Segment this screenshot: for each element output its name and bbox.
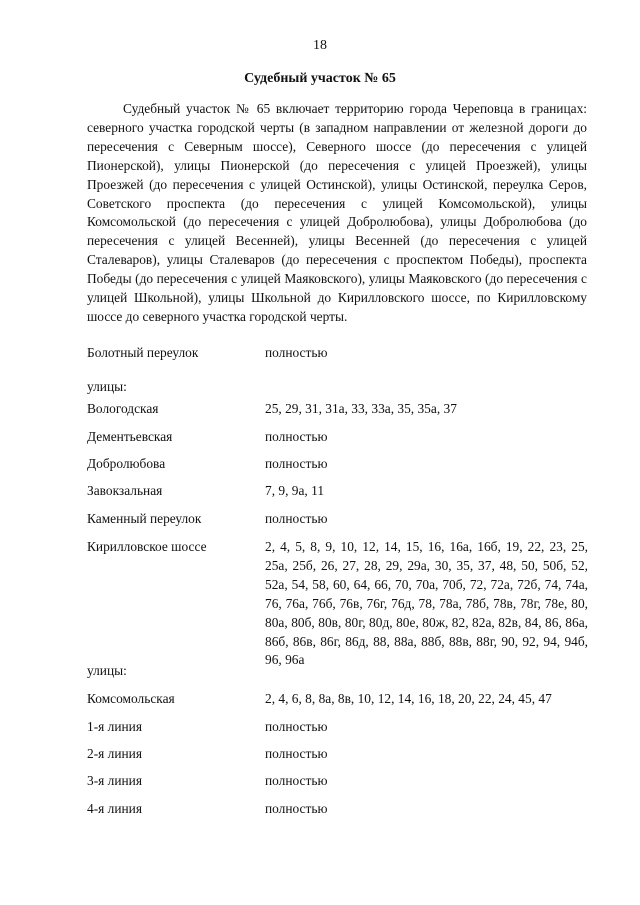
house-numbers: полностью	[265, 429, 328, 444]
section-label-streets: улицы:	[87, 663, 127, 678]
street-name: Комсомольская	[87, 691, 175, 706]
section-label-streets: улицы:	[87, 379, 127, 394]
page-number: 18	[313, 38, 327, 53]
house-numbers: полностью	[265, 801, 328, 816]
house-numbers: полностью	[265, 773, 328, 788]
house-numbers: полностью	[265, 511, 328, 526]
page-title: Судебный участок № 65	[244, 71, 396, 86]
street-name: Кирилловское шоссе	[87, 539, 207, 554]
house-numbers: полностью	[265, 746, 328, 761]
street-name: Болотный переулок	[87, 345, 199, 360]
street-name: 1-я линия	[87, 719, 143, 734]
house-numbers: полностью	[265, 345, 328, 360]
street-name: Завокзальная	[87, 483, 163, 498]
house-numbers: 2, 4, 6, 8, 8а, 8в, 10, 12, 14, 16, 18, 20, 22, 24, 45, 47	[265, 691, 552, 706]
street-name: Дементьевская	[87, 429, 173, 444]
street-name: 2-я линия	[87, 746, 143, 761]
house-numbers: 25, 29, 31, 31а, 33, 33а, 35, 35а, 37	[265, 401, 457, 416]
street-name: 4-я линия	[87, 801, 143, 816]
street-name: Вологодская	[87, 401, 159, 416]
district-description: Судебный участок № 65 включает территорию города Череповца в границах: северного участка городской черты (в западном направлении от железной дороги до пересечения с Северным шоссе), Северного шоссе (до пересечения с улицей Пионерской), улицы Пионерской (до пересечения с улицей Проезжей), улицы Проезжей (до пересечения с улицей Остинской), улицы Остинской, переулка Серов, Советского проспекта (до пересечения с улицей Комсомольской), улицы Комсомольской (до пересечения с улицей Добролюбова), улицы Добролюбова (до пересечения с улицей Весенней), улицы Весенней (до пересечения с улицей Сталеваров), улицы Сталеваров (до пересечения с проспектом Победы), проспекта Победы (до пересечения с улицей Маяковского), улицы Маяковского (до пересечения с улицей Школьной), улицы Школьной до Кирилловского шоссе, по Кирилловскому шоссе до северного участка городской черты.	[87, 101, 587, 324]
house-numbers: 7, 9, 9а, 11	[265, 483, 325, 498]
house-numbers: полностью	[265, 719, 328, 734]
street-name: Добролюбова	[87, 456, 166, 471]
street-name: 3-я линия	[87, 773, 143, 788]
house-numbers: полностью	[265, 456, 328, 471]
street-name: Каменный переулок	[87, 511, 202, 526]
house-numbers: 2, 4, 5, 8, 9, 10, 12, 14, 15, 16, 16а, 16б, 19, 22, 23, 25, 25а, 25б, 26, 27, 28, 29, 29а, 30, 35, 37, 48, 50, 50б, 52, 52а, 54, 58, 60, 64, 66, 70, 70а, 70б, 72, 72а, 72б, 74, 74а, 76, 76а, 76б, 76в, 76г, 76д, 78, 78а, 78б, 78в, 78г, 78е, 80, 80а, 80б, 80в, 80г, 80д, 80е, 80ж, 82, 82а, 82в, 84, 86, 86а, 86б, 86в, 86г, 86д, 88, 88а, 88б, 88в, 88г, 90, 92, 94, 94б, 96, 96а	[265, 539, 588, 668]
